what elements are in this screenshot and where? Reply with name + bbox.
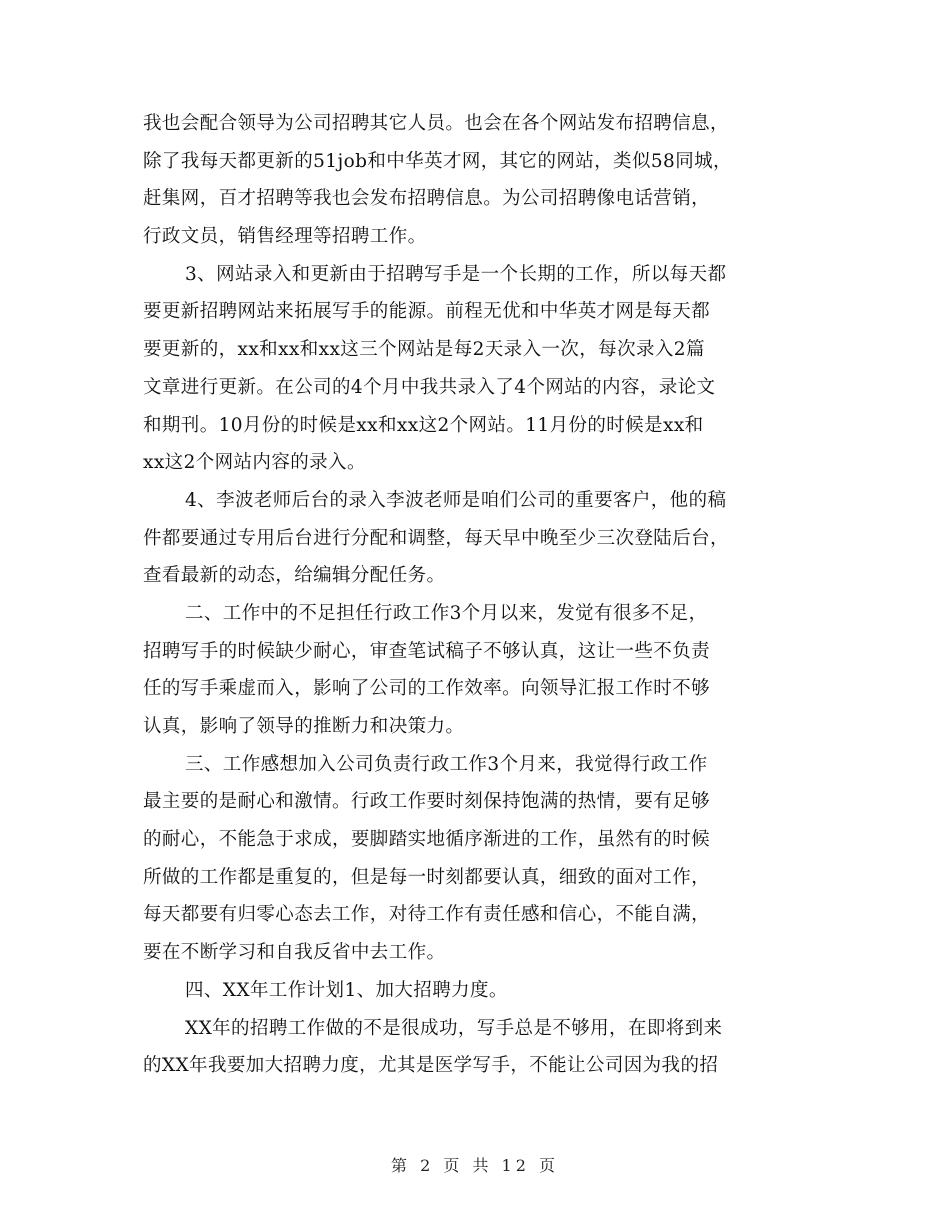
text-line: 行政文员，销售经理等招聘工作。 xyxy=(143,226,427,248)
text-line: 招聘写手的时候缺少耐心，审查笔试稿子不够认真，这让一些不负责 xyxy=(143,640,711,662)
text-line: xx这2个网站内容的录入。 xyxy=(143,452,366,474)
text-line: 所做的工作都是重复的，但是每一时刻都要认真，细致的面对工作， xyxy=(143,866,711,888)
text-line: 认真，影响了领导的推断力和决策力。 xyxy=(143,716,465,737)
text-line: 的耐心，不能急于求成，要脚踏实地循序渐进的工作，虽然有的时候 xyxy=(143,829,711,851)
text-line: 要更新的，xx和xx和xx这三个网站是每2天录入一次，每次录入2篇 xyxy=(143,339,705,361)
text-line: 我也会配合领导为公司招聘其它人员。也会在各个网站发布招聘信息， xyxy=(143,113,729,134)
text-line: 四、XX年工作计划1、加大招聘力度。 xyxy=(185,979,508,1001)
text-line: 要在不断学习和自我反省中去工作。 xyxy=(143,942,446,964)
text-line: 二、工作中的不足担任行政工作3个月以来，发觉有很多不足， xyxy=(185,602,708,624)
text-line: 3、网站录入和更新由于招聘写手是一个长期的工作，所以每天都 xyxy=(185,263,727,285)
text-line: 除了我每天都更新的51job和中华英才网，其它的网站，类似58同城， xyxy=(143,150,732,172)
text-line: 赶集网，百才招聘等我也会发布招聘信息。为公司招聘像电话营销， xyxy=(143,188,711,210)
text-line: 和期刊。10月份的时候是xx和xx这2个网站。11月份的时候是xx和 xyxy=(143,414,704,436)
page-number-footer: 第 2 页 共 12 页 xyxy=(391,1156,559,1175)
text-line: 每天都要有归零心态去工作，对待工作有责任感和信心，不能自满， xyxy=(143,904,711,926)
text-line: 4、李波老师后台的录入李波老师是咱们公司的重要客户，他的稿 xyxy=(185,489,727,511)
text-line: 最主要的是耐心和激情。行政工作要时刻保持饱满的热情，要有足够 xyxy=(143,791,711,813)
document-body xyxy=(143,105,813,1085)
text-line: 文章进行更新。在公司的4个月中我共录入了4个网站的内容，录论文 xyxy=(143,376,716,398)
text-line: XX年的招聘工作做的不是很成功，写手总是不够用，在即将到来 xyxy=(185,1017,723,1039)
text-line: 要更新招聘网站来拓展写手的能源。前程无优和中华英才网是每天都 xyxy=(143,301,711,323)
text-line: 任的写手乘虚而入，影响了公司的工作效率。向领导汇报工作时不够 xyxy=(143,678,711,700)
text-line: 三、工作感想加入公司负责行政工作3个月来，我觉得行政工作 xyxy=(185,753,708,775)
text-line: 查看最新的动态，给编辑分配任务。 xyxy=(143,565,446,587)
text-line: 件都要通过专用后台进行分配和调整，每天早中晚至少三次登陆后台， xyxy=(143,527,729,549)
text-line: 的XX年我要加大招聘力度，尤其是医学写手，不能让公司因为我的招 xyxy=(143,1055,719,1077)
